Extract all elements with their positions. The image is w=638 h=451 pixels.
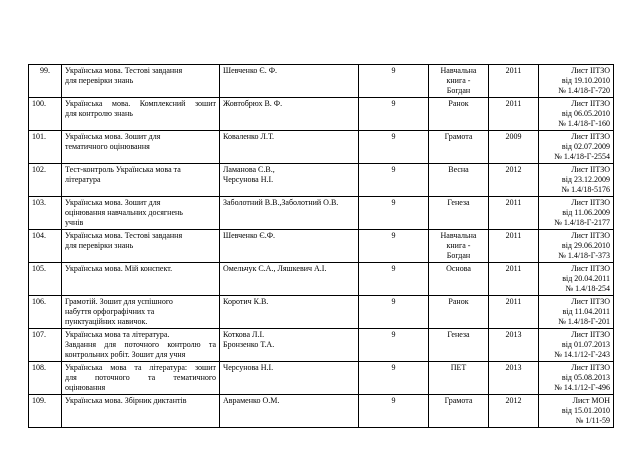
title-cell [62, 362, 220, 395]
publisher-cell-line: Весна [448, 165, 469, 174]
author-cell [220, 263, 359, 296]
row-number-cell: 104. [29, 230, 62, 263]
author-cell [220, 98, 359, 131]
year-cell: 2013 [489, 362, 539, 395]
approval-document-cell-line: від 20.04.2011 [562, 274, 610, 283]
author-cell-line: Заболотний В.В.,Заболотний О.В. [223, 198, 339, 207]
title-cell-line: Українська мова. Тестові завдання [65, 231, 183, 240]
grade-cell: 9 [359, 263, 429, 296]
title-cell [62, 164, 220, 197]
approval-document-cell-line: від 11.04.2011 [562, 307, 610, 316]
approval-document-cell [539, 164, 614, 197]
author-cell-line: Омельчук С.А., Ляшкевич А.І. [223, 264, 327, 273]
author-cell-line: Коткова Л.І. [223, 330, 265, 339]
author-cell [220, 230, 359, 263]
year-cell: 2012 [489, 395, 539, 428]
year-cell: 2013 [489, 329, 539, 362]
title-cell-line: для поточного та тематичного [65, 373, 216, 382]
title-cell-line: Українська мова. Тестові завдання [65, 66, 183, 75]
title-cell-line: література [65, 175, 101, 184]
approval-document-cell-line: № 1.4/18-Г-373 [558, 251, 610, 260]
grade-cell: 9 [359, 395, 429, 428]
row-number-cell: 100. [29, 98, 62, 131]
title-cell-line: для контролю знань [65, 109, 133, 118]
table-row [29, 296, 614, 329]
publisher-cell-line: Ранок [448, 297, 469, 306]
title-cell-line: учнів [65, 218, 84, 227]
approval-document-cell-line: від 05.08.2013 [561, 373, 610, 382]
author-cell-line: Черсунова Н.І. [223, 363, 274, 372]
grade-cell: 9 [359, 230, 429, 263]
author-cell-line: Бронзенко Т.А. [223, 340, 275, 349]
title-cell-line: Українська мова та література. [65, 330, 170, 339]
approval-document-cell-line: Лист ІІТЗО [571, 99, 610, 108]
approval-document-cell-line: від 06.05.2010 [561, 109, 610, 118]
grade-cell: 9 [359, 329, 429, 362]
table-row [29, 362, 614, 395]
publisher-cell-line: Богдан [446, 86, 471, 95]
publisher-cell [429, 98, 489, 131]
approval-document-cell-line: від 15.01.2010 [561, 406, 610, 415]
title-cell-line: оцінювання навчальних досягнень [65, 208, 183, 217]
publisher-cell-line: книга - [446, 76, 471, 85]
row-number-cell: 106. [29, 296, 62, 329]
title-cell [62, 296, 220, 329]
publisher-cell [429, 395, 489, 428]
approval-document-cell-line: Лист ІІТЗО [571, 132, 610, 141]
author-cell [220, 329, 359, 362]
title-cell-line: для перевірки знань [65, 241, 134, 250]
approval-document-cell-line: від 01.07.2013 [561, 340, 610, 349]
approval-document-cell-line: № 1.4/18-Г-720 [558, 86, 610, 95]
year-cell: 2012 [489, 164, 539, 197]
title-cell [62, 263, 220, 296]
title-cell [62, 329, 220, 362]
approval-document-cell-line: № 1.4/18-Г-2177 [554, 218, 610, 227]
approval-document-cell [539, 65, 614, 98]
row-number-cell: 109. [29, 395, 62, 428]
approval-document-cell-line: від 29.06.2010 [561, 241, 610, 250]
title-cell-line: Українська мова. Зошит для [65, 198, 161, 207]
row-number-cell: 99. [29, 65, 62, 98]
grade-cell: 9 [359, 98, 429, 131]
title-cell-line: Українська мова. Мій конспект. [65, 264, 173, 273]
author-cell-line: Шевченко Є. Ф. [223, 66, 278, 75]
title-cell-line: Українська мова та література: зошит [65, 363, 216, 372]
publisher-cell [429, 197, 489, 230]
approval-document-cell [539, 329, 614, 362]
title-cell-line: Завдання для поточного контролю та [65, 340, 216, 349]
author-cell [220, 362, 359, 395]
publisher-cell-line: Навчальна [440, 66, 477, 75]
grade-cell: 9 [359, 296, 429, 329]
author-cell-line: Коваленко Л.Т. [223, 132, 275, 141]
table-body [29, 65, 614, 428]
year-cell: 2009 [489, 131, 539, 164]
publisher-cell [429, 362, 489, 395]
approval-document-cell-line: Лист ІІТЗО [571, 363, 610, 372]
publisher-cell-line: Навчальна [440, 231, 477, 240]
title-cell [62, 131, 220, 164]
author-cell-line: Шевченко Є.Ф. [223, 231, 276, 240]
title-cell-line: Українська мова. Зошит для [65, 132, 161, 141]
year-cell: 2011 [489, 65, 539, 98]
approval-document-cell-line: Лист ІІТЗО [571, 165, 610, 174]
approval-document-cell-line: Лист ІІТЗО [571, 330, 610, 339]
publisher-cell [429, 263, 489, 296]
approval-document-cell-line: Лист ІІТЗО [571, 264, 610, 273]
author-cell-line: Черсунова Н.І. [223, 175, 274, 184]
table-row [29, 197, 614, 230]
approval-document-cell-line: № 1.4/18-Г-2554 [554, 152, 610, 161]
grade-cell: 9 [359, 65, 429, 98]
approval-document-cell [539, 263, 614, 296]
grade-cell: 9 [359, 164, 429, 197]
title-cell-line: контрольних робіт. Зошит для учня [65, 350, 186, 359]
approval-document-cell-line: № 1.4/18-Г-160 [558, 119, 610, 128]
author-cell-line: Ламанова С.В., [223, 165, 275, 174]
row-number-cell: 101. [29, 131, 62, 164]
approval-document-cell [539, 131, 614, 164]
row-number-cell: 107. [29, 329, 62, 362]
approval-document-cell-line: від 11.06.2009 [562, 208, 610, 217]
year-cell: 2011 [489, 263, 539, 296]
textbook-registry-table [28, 64, 614, 428]
table-row [29, 65, 614, 98]
row-number-cell: 108. [29, 362, 62, 395]
grade-cell: 9 [359, 197, 429, 230]
publisher-cell-line: Грамота [444, 132, 473, 141]
publisher-cell [429, 131, 489, 164]
table-row [29, 98, 614, 131]
publisher-cell [429, 65, 489, 98]
title-cell-line: Тест-контроль Українська мова та [65, 165, 181, 174]
title-cell-line: тематичного оцінювання [65, 142, 150, 151]
title-cell [62, 395, 220, 428]
title-cell [62, 98, 220, 131]
approval-document-cell-line: № 1.4/18-5176 [561, 185, 610, 194]
approval-document-cell [539, 197, 614, 230]
author-cell-line: Авраменко О.М. [223, 396, 280, 405]
approval-document-cell-line: № 14.1/12-Г-243 [554, 350, 610, 359]
author-cell-line: Коротич К.В. [223, 297, 269, 306]
publisher-cell [429, 296, 489, 329]
table-row [29, 131, 614, 164]
author-cell [220, 164, 359, 197]
author-cell-line: Жовтобрюх В. Ф. [223, 99, 283, 108]
approval-document-cell-line: від 02.07.2009 [561, 142, 610, 151]
title-cell [62, 230, 220, 263]
grade-cell: 9 [359, 362, 429, 395]
title-cell [62, 197, 220, 230]
publisher-cell [429, 230, 489, 263]
approval-document-cell-line: Лист МОН [572, 396, 610, 405]
title-cell-line: Грамотій. Зошит для успішного [65, 297, 173, 306]
publisher-cell-line: Богдан [446, 251, 471, 260]
approval-document-cell-line: № 1.4/18-Г-201 [558, 317, 610, 326]
approval-document-cell-line: № 14.1/12-Г-496 [554, 383, 610, 392]
title-cell-line: набуття орфографічних та [65, 307, 155, 316]
approval-document-cell [539, 296, 614, 329]
author-cell [220, 65, 359, 98]
author-cell [220, 131, 359, 164]
title-cell-line: оцінювання [65, 383, 106, 392]
publisher-cell-line: Генеза [447, 198, 470, 207]
year-cell: 2011 [489, 98, 539, 131]
table-row [29, 263, 614, 296]
publisher-cell-line: книга - [446, 241, 471, 250]
approval-document-cell [539, 230, 614, 263]
publisher-cell-line: Ранок [448, 99, 469, 108]
table-row [29, 164, 614, 197]
publisher-cell [429, 329, 489, 362]
author-cell [220, 296, 359, 329]
publisher-cell-line: Основа [446, 264, 471, 273]
approval-document-cell-line: Лист ІІТЗО [571, 198, 610, 207]
title-cell-line: Українська мова. Збірник диктантів [65, 396, 187, 405]
approval-document-cell [539, 362, 614, 395]
title-cell-line: Українська мова. Комплексний зошит [65, 99, 216, 108]
row-number-cell: 105. [29, 263, 62, 296]
title-cell-line: для перевірки знань [65, 76, 134, 85]
approval-document-cell-line: Лист ІІТЗО [571, 297, 610, 306]
year-cell: 2011 [489, 230, 539, 263]
title-cell-line: пунктуаційних навичок. [65, 317, 148, 326]
year-cell: 2011 [489, 296, 539, 329]
grade-cell: 9 [359, 131, 429, 164]
publisher-cell-line: Генеза [447, 330, 470, 339]
approval-document-cell [539, 98, 614, 131]
publisher-cell-line: Грамота [444, 396, 473, 405]
approval-document-cell [539, 395, 614, 428]
approval-document-cell-line: від 23.12.2009 [561, 175, 610, 184]
author-cell [220, 197, 359, 230]
title-cell [62, 65, 220, 98]
table-row [29, 230, 614, 263]
table-row [29, 329, 614, 362]
approval-document-cell-line: Лист ІІТЗО [571, 66, 610, 75]
row-number-cell: 103. [29, 197, 62, 230]
author-cell [220, 395, 359, 428]
year-cell: 2011 [489, 197, 539, 230]
approval-document-cell-line: Лист ІІТЗО [571, 231, 610, 240]
approval-document-cell-line: від 19.10.2010 [561, 76, 610, 85]
publisher-cell [429, 164, 489, 197]
publisher-cell-line: ПЕТ [450, 363, 467, 372]
table-row [29, 395, 614, 428]
row-number-cell: 102. [29, 164, 62, 197]
approval-document-cell-line: № 1.4/18-254 [565, 284, 610, 293]
approval-document-cell-line: № 1/11-59 [575, 416, 610, 425]
